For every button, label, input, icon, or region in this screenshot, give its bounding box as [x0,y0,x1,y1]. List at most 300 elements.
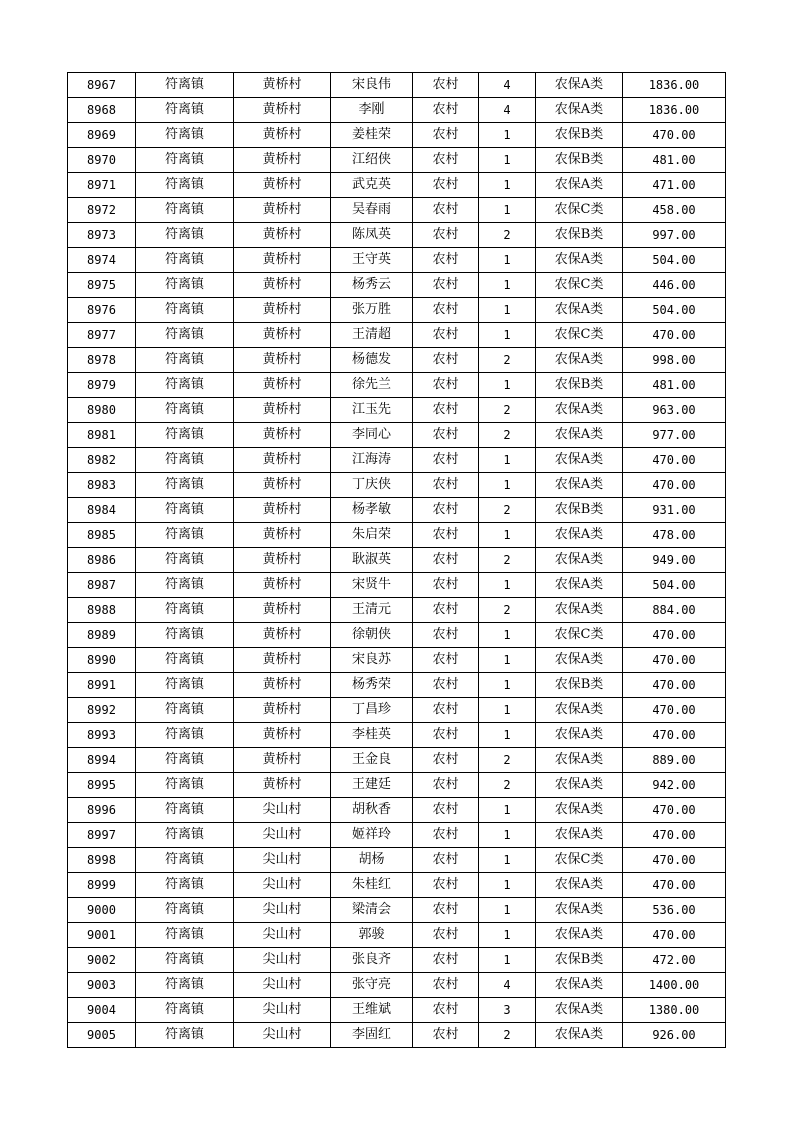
table-row [68,848,726,873]
category-cell: 农保C类 [536,623,623,648]
category-cell: 农保A类 [536,73,623,98]
amount-cell: 998.00 [623,348,726,373]
village-cell: 黄桥村 [234,398,331,423]
amount-cell: 470.00 [623,698,726,723]
village-cell: 黄桥村 [234,773,331,798]
town-cell: 符离镇 [136,473,234,498]
village-cell: 黄桥村 [234,273,331,298]
member-count-cell: 2 [479,348,536,373]
household-type-cell: 农村 [413,623,479,648]
village-cell: 黄桥村 [234,548,331,573]
row-number-cell: 9000 [68,898,136,923]
household-type-cell: 农村 [413,298,479,323]
member-count-cell: 1 [479,473,536,498]
row-number-cell: 8972 [68,198,136,223]
village-cell: 黄桥村 [234,223,331,248]
amount-cell: 1836.00 [623,98,726,123]
member-count-cell: 1 [479,523,536,548]
member-count-cell: 1 [479,673,536,698]
category-cell: 农保B类 [536,948,623,973]
town-cell: 符离镇 [136,323,234,348]
person-name-cell: 江海涛 [331,448,413,473]
person-name-cell: 朱启荣 [331,523,413,548]
amount-cell: 470.00 [623,448,726,473]
row-number-cell: 8989 [68,623,136,648]
village-cell: 黄桥村 [234,673,331,698]
person-name-cell: 武克英 [331,173,413,198]
village-cell: 黄桥村 [234,248,331,273]
row-number-cell: 8978 [68,348,136,373]
table-row [68,123,726,148]
table-row [68,998,726,1023]
category-cell: 农保A类 [536,873,623,898]
village-cell: 黄桥村 [234,123,331,148]
row-number-cell: 8985 [68,523,136,548]
village-cell: 尖山村 [234,873,331,898]
person-name-cell: 杨孝敏 [331,498,413,523]
person-name-cell: 杨秀云 [331,273,413,298]
town-cell: 符离镇 [136,198,234,223]
village-cell: 黄桥村 [234,573,331,598]
row-number-cell: 8998 [68,848,136,873]
table-row [68,698,726,723]
row-number-cell: 8980 [68,398,136,423]
member-count-cell: 2 [479,548,536,573]
person-name-cell: 梁清会 [331,898,413,923]
household-type-cell: 农村 [413,723,479,748]
category-cell: 农保A类 [536,723,623,748]
member-count-cell: 2 [479,498,536,523]
row-number-cell: 8997 [68,823,136,848]
table-row [68,248,726,273]
household-type-cell: 农村 [413,248,479,273]
member-count-cell: 1 [479,373,536,398]
table-row [68,223,726,248]
table-row [68,98,726,123]
table-row [68,348,726,373]
category-cell: 农保B类 [536,123,623,148]
table-row [68,723,726,748]
category-cell: 农保A类 [536,298,623,323]
town-cell: 符离镇 [136,173,234,198]
person-name-cell: 宋良苏 [331,648,413,673]
member-count-cell: 1 [479,323,536,348]
town-cell: 符离镇 [136,748,234,773]
amount-cell: 481.00 [623,373,726,398]
town-cell: 符离镇 [136,698,234,723]
person-name-cell: 张万胜 [331,298,413,323]
table-row [68,948,726,973]
row-number-cell: 8983 [68,473,136,498]
member-count-cell: 1 [479,723,536,748]
table-row [68,823,726,848]
amount-cell: 470.00 [623,673,726,698]
person-name-cell: 李同心 [331,423,413,448]
person-name-cell: 丁庆侠 [331,473,413,498]
person-name-cell: 江玉先 [331,398,413,423]
person-name-cell: 李桂英 [331,723,413,748]
table-row [68,873,726,898]
person-name-cell: 李刚 [331,98,413,123]
table-row [68,423,726,448]
category-cell: 农保A类 [536,798,623,823]
row-number-cell: 9005 [68,1023,136,1048]
member-count-cell: 1 [479,823,536,848]
category-cell: 农保A类 [536,523,623,548]
amount-cell: 470.00 [623,848,726,873]
row-number-cell: 9002 [68,948,136,973]
person-name-cell: 徐先兰 [331,373,413,398]
town-cell: 符离镇 [136,948,234,973]
category-cell: 农保A类 [536,473,623,498]
category-cell: 农保A类 [536,748,623,773]
household-type-cell: 农村 [413,348,479,373]
row-number-cell: 8993 [68,723,136,748]
village-cell: 黄桥村 [234,748,331,773]
amount-cell: 470.00 [623,648,726,673]
village-cell: 黄桥村 [234,473,331,498]
village-cell: 黄桥村 [234,323,331,348]
household-type-cell: 农村 [413,648,479,673]
row-number-cell: 9004 [68,998,136,1023]
person-name-cell: 陈凤英 [331,223,413,248]
amount-cell: 997.00 [623,223,726,248]
person-name-cell: 李固红 [331,1023,413,1048]
town-cell: 符离镇 [136,223,234,248]
household-type-cell: 农村 [413,898,479,923]
household-type-cell: 农村 [413,598,479,623]
town-cell: 符离镇 [136,923,234,948]
row-number-cell: 8969 [68,123,136,148]
member-count-cell: 1 [479,448,536,473]
household-type-cell: 农村 [413,273,479,298]
town-cell: 符离镇 [136,73,234,98]
row-number-cell: 8971 [68,173,136,198]
household-type-cell: 农村 [413,923,479,948]
amount-cell: 926.00 [623,1023,726,1048]
amount-cell: 1400.00 [623,973,726,998]
category-cell: 农保C类 [536,198,623,223]
category-cell: 农保B类 [536,148,623,173]
town-cell: 符离镇 [136,773,234,798]
household-type-cell: 农村 [413,573,479,598]
household-type-cell: 农村 [413,698,479,723]
amount-cell: 1380.00 [623,998,726,1023]
town-cell: 符离镇 [136,998,234,1023]
row-number-cell: 8976 [68,298,136,323]
member-count-cell: 1 [479,898,536,923]
person-name-cell: 宋贤牛 [331,573,413,598]
household-type-cell: 农村 [413,773,479,798]
member-count-cell: 1 [479,923,536,948]
category-cell: 农保A类 [536,548,623,573]
member-count-cell: 4 [479,98,536,123]
town-cell: 符离镇 [136,873,234,898]
village-cell: 黄桥村 [234,648,331,673]
town-cell: 符离镇 [136,298,234,323]
person-name-cell: 王清元 [331,598,413,623]
amount-cell: 458.00 [623,198,726,223]
village-cell: 黄桥村 [234,423,331,448]
household-type-cell: 农村 [413,198,479,223]
person-name-cell: 张良齐 [331,948,413,973]
table-body [68,73,726,1048]
row-number-cell: 8986 [68,548,136,573]
category-cell: 农保A类 [536,973,623,998]
table-row [68,398,726,423]
table-row [68,673,726,698]
person-name-cell: 王维斌 [331,998,413,1023]
table-row [68,1023,726,1048]
member-count-cell: 1 [479,198,536,223]
table-row [68,898,726,923]
town-cell: 符离镇 [136,623,234,648]
household-type-cell: 农村 [413,548,479,573]
household-type-cell: 农村 [413,173,479,198]
relief-roster-table [67,72,726,1048]
household-type-cell: 农村 [413,873,479,898]
village-cell: 黄桥村 [234,448,331,473]
town-cell: 符离镇 [136,898,234,923]
town-cell: 符离镇 [136,423,234,448]
village-cell: 尖山村 [234,1023,331,1048]
member-count-cell: 2 [479,423,536,448]
member-count-cell: 2 [479,773,536,798]
village-cell: 尖山村 [234,948,331,973]
person-name-cell: 江绍侠 [331,148,413,173]
category-cell: 农保A类 [536,1023,623,1048]
village-cell: 黄桥村 [234,98,331,123]
table-row [68,173,726,198]
person-name-cell: 徐朝侠 [331,623,413,648]
town-cell: 符离镇 [136,123,234,148]
category-cell: 农保A类 [536,173,623,198]
table-row [68,73,726,98]
household-type-cell: 农村 [413,148,479,173]
member-count-cell: 2 [479,398,536,423]
table-row [68,548,726,573]
village-cell: 黄桥村 [234,73,331,98]
member-count-cell: 1 [479,298,536,323]
member-count-cell: 3 [479,998,536,1023]
row-number-cell: 8979 [68,373,136,398]
town-cell: 符离镇 [136,973,234,998]
row-number-cell: 8996 [68,798,136,823]
person-name-cell: 杨秀荣 [331,673,413,698]
household-type-cell: 农村 [413,123,479,148]
amount-cell: 470.00 [623,623,726,648]
household-type-cell: 农村 [413,523,479,548]
household-type-cell: 农村 [413,73,479,98]
household-type-cell: 农村 [413,948,479,973]
category-cell: 农保B类 [536,498,623,523]
table-row [68,623,726,648]
town-cell: 符离镇 [136,823,234,848]
town-cell: 符离镇 [136,348,234,373]
amount-cell: 1836.00 [623,73,726,98]
town-cell: 符离镇 [136,373,234,398]
category-cell: 农保A类 [536,698,623,723]
person-name-cell: 朱桂红 [331,873,413,898]
amount-cell: 470.00 [623,123,726,148]
row-number-cell: 8973 [68,223,136,248]
category-cell: 农保A类 [536,423,623,448]
amount-cell: 931.00 [623,498,726,523]
person-name-cell: 张守亮 [331,973,413,998]
town-cell: 符离镇 [136,248,234,273]
town-cell: 符离镇 [136,523,234,548]
table-row [68,923,726,948]
town-cell: 符离镇 [136,723,234,748]
village-cell: 尖山村 [234,923,331,948]
household-type-cell: 农村 [413,498,479,523]
row-number-cell: 8981 [68,423,136,448]
amount-cell: 504.00 [623,573,726,598]
village-cell: 尖山村 [234,823,331,848]
town-cell: 符离镇 [136,148,234,173]
person-name-cell: 杨德发 [331,348,413,373]
table-row [68,523,726,548]
row-number-cell: 8974 [68,248,136,273]
row-number-cell: 8968 [68,98,136,123]
household-type-cell: 农村 [413,848,479,873]
table-row [68,198,726,223]
town-cell: 符离镇 [136,273,234,298]
member-count-cell: 1 [479,848,536,873]
town-cell: 符离镇 [136,648,234,673]
amount-cell: 470.00 [623,923,726,948]
person-name-cell: 耿淑英 [331,548,413,573]
member-count-cell: 2 [479,1023,536,1048]
amount-cell: 481.00 [623,148,726,173]
person-name-cell: 胡秋香 [331,798,413,823]
member-count-cell: 1 [479,873,536,898]
member-count-cell: 4 [479,973,536,998]
row-number-cell: 9003 [68,973,136,998]
household-type-cell: 农村 [413,998,479,1023]
amount-cell: 470.00 [623,473,726,498]
row-number-cell: 8994 [68,748,136,773]
amount-cell: 470.00 [623,873,726,898]
table-row [68,648,726,673]
person-name-cell: 郭骏 [331,923,413,948]
member-count-cell: 1 [479,698,536,723]
table-row [68,298,726,323]
town-cell: 符离镇 [136,548,234,573]
member-count-cell: 1 [479,123,536,148]
household-type-cell: 农村 [413,973,479,998]
person-name-cell: 姬祥玲 [331,823,413,848]
village-cell: 黄桥村 [234,598,331,623]
row-number-cell: 8977 [68,323,136,348]
row-number-cell: 8987 [68,573,136,598]
village-cell: 黄桥村 [234,698,331,723]
amount-cell: 504.00 [623,298,726,323]
amount-cell: 536.00 [623,898,726,923]
member-count-cell: 1 [479,248,536,273]
person-name-cell: 宋良伟 [331,73,413,98]
category-cell: 农保C类 [536,848,623,873]
table-row [68,573,726,598]
village-cell: 尖山村 [234,898,331,923]
town-cell: 符离镇 [136,848,234,873]
category-cell: 农保A类 [536,398,623,423]
household-type-cell: 农村 [413,373,479,398]
person-name-cell: 王建廷 [331,773,413,798]
category-cell: 农保A类 [536,823,623,848]
member-count-cell: 4 [479,73,536,98]
row-number-cell: 8988 [68,598,136,623]
member-count-cell: 1 [479,798,536,823]
category-cell: 农保C类 [536,273,623,298]
amount-cell: 470.00 [623,323,726,348]
person-name-cell: 胡杨 [331,848,413,873]
category-cell: 农保A类 [536,98,623,123]
amount-cell: 446.00 [623,273,726,298]
village-cell: 尖山村 [234,973,331,998]
member-count-cell: 2 [479,598,536,623]
table-row [68,323,726,348]
person-name-cell: 王清超 [331,323,413,348]
town-cell: 符离镇 [136,598,234,623]
town-cell: 符离镇 [136,573,234,598]
category-cell: 农保A类 [536,898,623,923]
member-count-cell: 1 [479,173,536,198]
member-count-cell: 2 [479,223,536,248]
row-number-cell: 8990 [68,648,136,673]
row-number-cell: 8982 [68,448,136,473]
row-number-cell: 8991 [68,673,136,698]
category-cell: 农保C类 [536,323,623,348]
row-number-cell: 8984 [68,498,136,523]
village-cell: 尖山村 [234,998,331,1023]
amount-cell: 942.00 [623,773,726,798]
town-cell: 符离镇 [136,448,234,473]
amount-cell: 470.00 [623,823,726,848]
person-name-cell: 王金良 [331,748,413,773]
table-row [68,773,726,798]
member-count-cell: 2 [479,748,536,773]
household-type-cell: 农村 [413,1023,479,1048]
household-type-cell: 农村 [413,823,479,848]
row-number-cell: 8967 [68,73,136,98]
amount-cell: 977.00 [623,423,726,448]
household-type-cell: 农村 [413,673,479,698]
amount-cell: 949.00 [623,548,726,573]
category-cell: 农保B类 [536,673,623,698]
person-name-cell: 丁昌珍 [331,698,413,723]
row-number-cell: 8975 [68,273,136,298]
member-count-cell: 1 [479,648,536,673]
village-cell: 尖山村 [234,798,331,823]
category-cell: 农保A类 [536,998,623,1023]
town-cell: 符离镇 [136,98,234,123]
amount-cell: 478.00 [623,523,726,548]
row-number-cell: 8999 [68,873,136,898]
table-row [68,598,726,623]
row-number-cell: 8995 [68,773,136,798]
household-type-cell: 农村 [413,398,479,423]
table-row [68,498,726,523]
table-row [68,273,726,298]
amount-cell: 889.00 [623,748,726,773]
category-cell: 农保A类 [536,448,623,473]
table-row [68,973,726,998]
member-count-cell: 1 [479,573,536,598]
category-cell: 农保B类 [536,223,623,248]
household-type-cell: 农村 [413,223,479,248]
town-cell: 符离镇 [136,398,234,423]
